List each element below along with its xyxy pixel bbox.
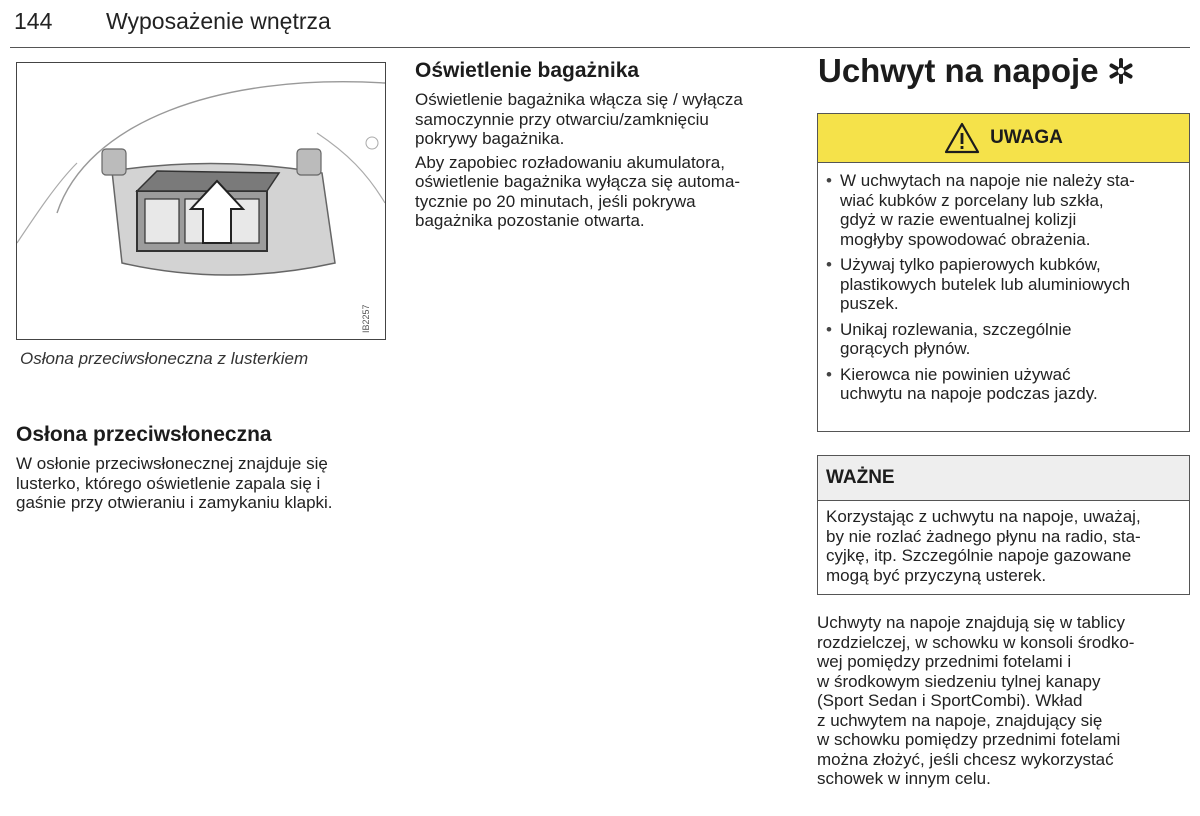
- text-line: mogłyby spowodować obrażenia.: [840, 229, 1091, 249]
- text-line: plastikowych butelek lub aluminiowych: [840, 274, 1131, 294]
- text-line: pokrywy bagażnika.: [415, 129, 565, 148]
- text-line: gorących płynów.: [840, 339, 971, 358]
- text-line: bagażnika pozostanie otwarta.: [415, 211, 645, 230]
- sun-visor-drawing: [17, 63, 385, 339]
- figure-caption: Osłona przeciwsłoneczna z lusterkiem: [20, 349, 309, 368]
- text-line: Oświetlenie bagażnika włącza się / wyłącza: [415, 90, 743, 109]
- text-line: w środkowym siedzeniu tylnej kanapy: [817, 671, 1101, 691]
- paragraph: [415, 90, 795, 149]
- text-line: wiać kubków z porcelany lub szkła,: [840, 190, 1104, 210]
- list-item: [826, 365, 1179, 404]
- text-line: schowek w innym celu.: [817, 769, 991, 788]
- text-line: • W uchwytach na napoje nie należy sta-: [840, 171, 1135, 190]
- list-item: [826, 320, 1179, 359]
- sun-visor-text: [16, 454, 396, 513]
- important-label: WAŻNE: [818, 456, 1189, 501]
- text-line: rozdzielczej, w schowku w konsoli środko-: [817, 632, 1135, 652]
- text-line: Korzystając z uchwytu na napoje, uważaj,: [826, 507, 1141, 526]
- cup-holder-text: [817, 613, 1187, 789]
- page-header: [14, 8, 331, 35]
- text-line: cyjkę, itp. Szczególnie napoje gazowane: [826, 546, 1132, 565]
- warning-triangle-icon: [944, 122, 980, 154]
- text-line: • Używaj tylko papierowych kubków,: [840, 255, 1101, 274]
- text-line: można złożyć, jeśli chcesz wykorzystać: [817, 749, 1114, 769]
- sun-visor-heading: Osłona przeciwsłoneczna: [16, 423, 272, 446]
- warning-list: [818, 163, 1189, 404]
- paragraph: [415, 153, 795, 231]
- warning-label: UWAGA: [990, 127, 1063, 148]
- header-rule: [10, 47, 1190, 48]
- chapter-title: Wyposażenie wnętrza: [106, 8, 331, 34]
- text-line: Aby zapobiec rozładowaniu akumulatora,: [415, 152, 725, 172]
- text-line: Uchwyty na napoje znajdują się w tablicy: [817, 613, 1126, 632]
- warning-header: [818, 114, 1189, 163]
- text-line: wej pomiędzy przednimi fotelami i: [817, 652, 1072, 671]
- asterisk-icon: [1107, 57, 1135, 85]
- text-line: W osłonie przeciwsłonecznej znajduje się: [16, 454, 328, 473]
- figure-code: IB2257: [361, 304, 371, 333]
- text-line: tycznie po 20 minutach, jeśli pokrywa: [415, 191, 696, 211]
- page-number: 144: [14, 8, 53, 34]
- text-line: samoczynnie przy otwarciu/zamknięciu: [415, 109, 709, 129]
- text-line: • Kierowca nie powinien używać: [840, 364, 1071, 384]
- list-item: [826, 255, 1179, 314]
- trunk-light-text: [415, 90, 795, 231]
- cup-holder-heading: [818, 52, 1135, 90]
- warning-box: [817, 113, 1190, 432]
- text-line: uchwytu na napoje podczas jazdy.: [840, 384, 1098, 403]
- text-line: puszek.: [840, 294, 899, 313]
- text-line: • Unikaj rozlewania, szczególnie: [840, 319, 1072, 339]
- text-line: lusterko, którego oświetlenie zapala się i: [16, 473, 321, 493]
- important-text: [818, 501, 1189, 585]
- text-line: (Sport Sedan i SportCombi). Wkład: [817, 691, 1083, 710]
- text-line: oświetlenie bagażnika wyłącza się automa-: [415, 172, 741, 191]
- trunk-light-heading: Oświetlenie bagażnika: [415, 59, 640, 82]
- important-box: [817, 455, 1190, 595]
- text-line: gaśnie przy otwieraniu i zamykaniu klapki.: [16, 493, 333, 512]
- sun-visor-illustration: [16, 62, 386, 340]
- cup-holder-title: Uchwyt na napoje: [818, 52, 1099, 89]
- list-item: [826, 171, 1179, 249]
- text-line: by nie rozlać żadnego płynu na radio, sta-: [826, 526, 1141, 546]
- text-line: z uchwytem na napoje, znajdujący się: [817, 710, 1103, 730]
- text-line: w schowku pomiędzy przednimi fotelami: [817, 730, 1121, 749]
- text-line: mogą być przyczyną usterek.: [826, 565, 1047, 585]
- text-line: gdyż w razie ewentualnej kolizji: [840, 210, 1077, 229]
